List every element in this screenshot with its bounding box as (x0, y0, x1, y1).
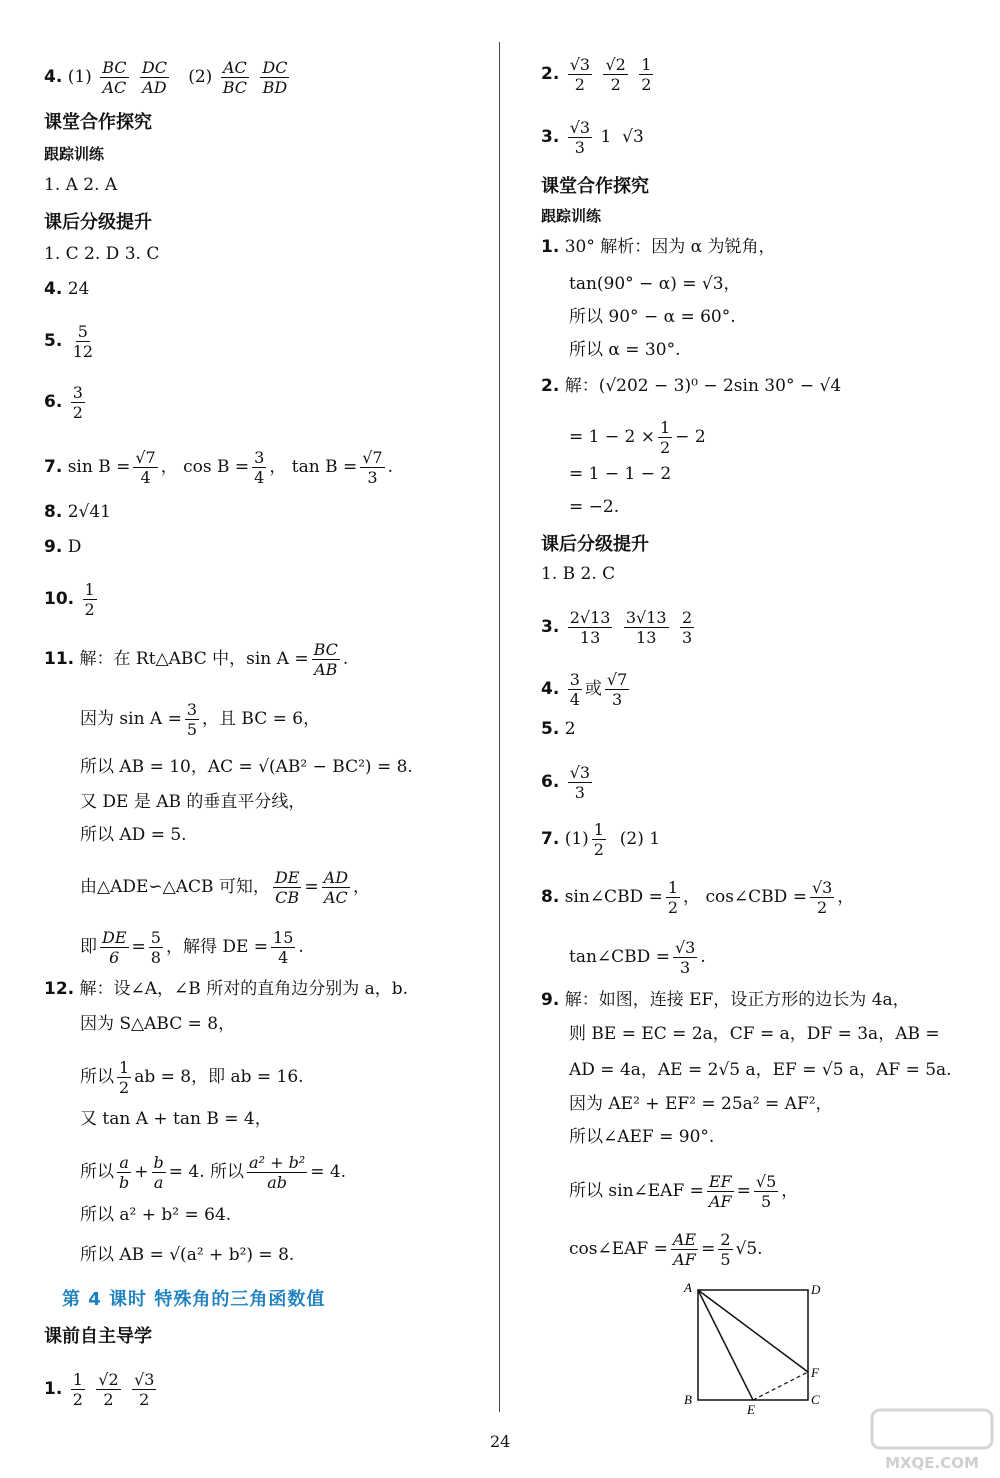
answer-b9-line6: 所以 sin∠EAF = $\frac{EF}{AF}$ = $\frac{√5}{5}$ ， (569, 1172, 799, 1211)
answer-8: 8. 2√41 (44, 502, 111, 522)
label-c: C (811, 1392, 820, 1407)
section-heading: 课堂合作探究 (541, 176, 649, 197)
section-heading: 课后分级提升 (541, 534, 649, 555)
answer-10: 10. $\frac{1}{2}$ (44, 580, 95, 619)
answer-12-line6: 所以 a² + b² = 64. (80, 1205, 232, 1225)
answer-12-line1: 12. 解：设∠A，∠B 所对的直角边分别为 a，b. (44, 979, 409, 999)
fraction: $\frac{BC}{AC}$ (102, 58, 127, 97)
fraction: $\frac{DC}{BD}$ (262, 58, 288, 97)
segment-af (698, 1290, 808, 1372)
answer-11-line2: 因为 sin A = $\frac{3}{5}$ ，且 BC = 6， (80, 700, 321, 739)
lesson-title: 第 4 课时 特殊角的三角函数值 (62, 1289, 326, 1310)
answer-b5: 5. 2 (541, 719, 576, 739)
answer-12-line5: 所以 $\frac{a}{b}$ + $\frac{b}{a}$ = 4. 所以 $\frac{\text{a² + b²}}{ab}$ = 4. (80, 1153, 347, 1192)
answer-b9-line5: 所以∠AEF = 90°. (569, 1127, 715, 1147)
answer-g2-line1: 2. 解：(√202 − 3)⁰ − 2sin 30° − √4 (541, 376, 842, 396)
label-e: E (747, 1402, 755, 1415)
answer-line: 1. C 2. D 3. C (44, 244, 160, 264)
segment-ae (698, 1290, 753, 1400)
fraction: $\frac{DC}{AD}$ (141, 58, 167, 97)
answer-b3: 3. $\frac{2√13}{13}$ $\frac{3√13}{13}$ $\frac{2}{3}$ (541, 608, 693, 647)
answer-g1-line1: 1. 30° 解析：因为 α 为锐角， (541, 237, 776, 257)
answer-g2-line2: = 1 − 2 × $\frac{1}{2}$ − 2 (569, 418, 706, 457)
answer-11-line1: 11. 解：在 Rt△ABC 中，sin A = $\frac{BC}{AB}$ . (44, 640, 349, 679)
answer-b9-line4: 因为 AE² + EF² = 25a² = AF²， (569, 1094, 833, 1114)
fraction: $\frac{3}{2}$ (72, 383, 83, 422)
answer-12-line4: 又 tan A + tan B = 4， (80, 1109, 272, 1129)
answer-11-line5: 所以 AD = 5. (80, 825, 187, 845)
answer-4: 4. (1) $\frac{BC}{AC}$ $\frac{DC}{AD}$ (2) $\frac{AC}{BC}$ $\frac{DC}{BD}$ (44, 58, 288, 97)
answer-g2-line4: = −2. (569, 497, 620, 517)
answer-6: 6. $\frac{3}{2}$ (44, 383, 83, 422)
subsection-heading: 跟踪训练 (541, 207, 602, 225)
answer-11-line6: 由△ADE∽△ACB 可知， $\frac{DE}{CB}$ = $\frac{AD}{AC}$ ， (80, 868, 371, 907)
answer-b4: 4. $\frac{3}{4}$ 或 $\frac{√7}{3}$ (541, 670, 628, 709)
section-heading: 课前自主导学 (44, 1326, 152, 1347)
answer-g1-line2: tan(90° − α) = √3， (569, 274, 741, 294)
answer-g1-line4: 所以 α = 30°. (569, 340, 681, 360)
answer-12-line2: 因为 S△ABC = 8， (80, 1014, 236, 1034)
label-f: F (811, 1365, 819, 1380)
watermark-logo (868, 1408, 996, 1474)
fraction: $\frac{5}{12}$ (72, 322, 94, 361)
segment-ef (753, 1372, 808, 1400)
answer-b9-line2: 则 BE = EC = 2a，CF = a，DF = 3a，AB = (569, 1024, 940, 1044)
page-number: 24 (490, 1432, 511, 1451)
answer-g1-line3: 所以 90° − α = 60°. (569, 307, 736, 327)
fraction: $\frac{AC}{BC}$ (222, 58, 247, 97)
answer-line: 1. B 2. C (541, 564, 616, 584)
section-heading: 课堂合作探究 (44, 112, 152, 133)
answer-b9-line3: AD = 4a，AE = 2√5 a，EF = √5 a，AF = 5a. (569, 1060, 952, 1080)
answer-line: 1. A 2. A (44, 175, 118, 195)
answer-k1: 1. $\frac{1}{2}$ $\frac{√2}{2}$ $\frac{√3}{2}$ (44, 1370, 155, 1409)
answer-12-line7: 所以 AB = √(a² + b²) = 8. (80, 1245, 295, 1265)
answer-g2-line3: = 1 − 1 − 2 (569, 464, 672, 484)
answer-b7: 7. (1) $\frac{1}{2}$ (2) 1 (541, 820, 661, 859)
answer-11-line7: 即 $\frac{DE}{6}$ = $\frac{5}{8}$ ，解得 DE = $\frac{15}{4}$ . (80, 928, 304, 967)
section-heading: 课后分级提升 (44, 212, 152, 233)
answer-11-line4: 又 DE 是 AB 的垂直平分线， (80, 792, 306, 812)
answer-k2: 2. $\frac{√3}{2}$ $\frac{√2}{2}$ $\frac{1}{2}$ (541, 55, 652, 94)
answer-b9-line7: cos∠EAF = $\frac{AE}{AF}$ = $\frac{2}{5}$ √5. (569, 1230, 763, 1269)
answer-b8-line2: tan∠CBD = $\frac{√3}{3}$ . (569, 938, 706, 977)
square-outline (698, 1290, 808, 1400)
answer-k3: 3. $\frac{√3}{3}$ 1 √3 (541, 118, 644, 157)
answer-9: 9. D (44, 537, 82, 557)
answer-12-line3: 所以 $\frac{1}{2}$ ab = 8，即 ab = 16. (80, 1058, 304, 1097)
answer-b9-line1: 9. 解：如图，连接 EF，设正方形的边长为 4a， (541, 990, 910, 1010)
column-divider (499, 42, 500, 1412)
label-d: D (811, 1282, 821, 1297)
svg-text:MXQE.COM: MXQE.COM (885, 1454, 979, 1472)
label-a: A (684, 1280, 692, 1295)
answer-4b: 4. 24 (44, 279, 90, 299)
answer-11-line3: 所以 AB = 10，AC = √(AB² − BC²) = 8. (80, 757, 413, 777)
answer-7: 7. sin B = $\frac{√7}{4}$ ， cos B = $\frac{3}{4}$ ， tan B = $\frac{√7}{3}$ . (44, 448, 394, 487)
answer-b8-line1: 8. sin∠CBD = $\frac{1}{2}$ ， cos∠CBD = $\frac{√3}{2}$ ， (541, 878, 855, 917)
square-figure (680, 1280, 830, 1415)
subsection-heading: 跟踪训练 (44, 145, 105, 163)
label-b: B (684, 1392, 692, 1407)
answer-5: 5. $\frac{5}{12}$ (44, 322, 94, 361)
answer-b6: 6. $\frac{√3}{3}$ (541, 763, 591, 802)
